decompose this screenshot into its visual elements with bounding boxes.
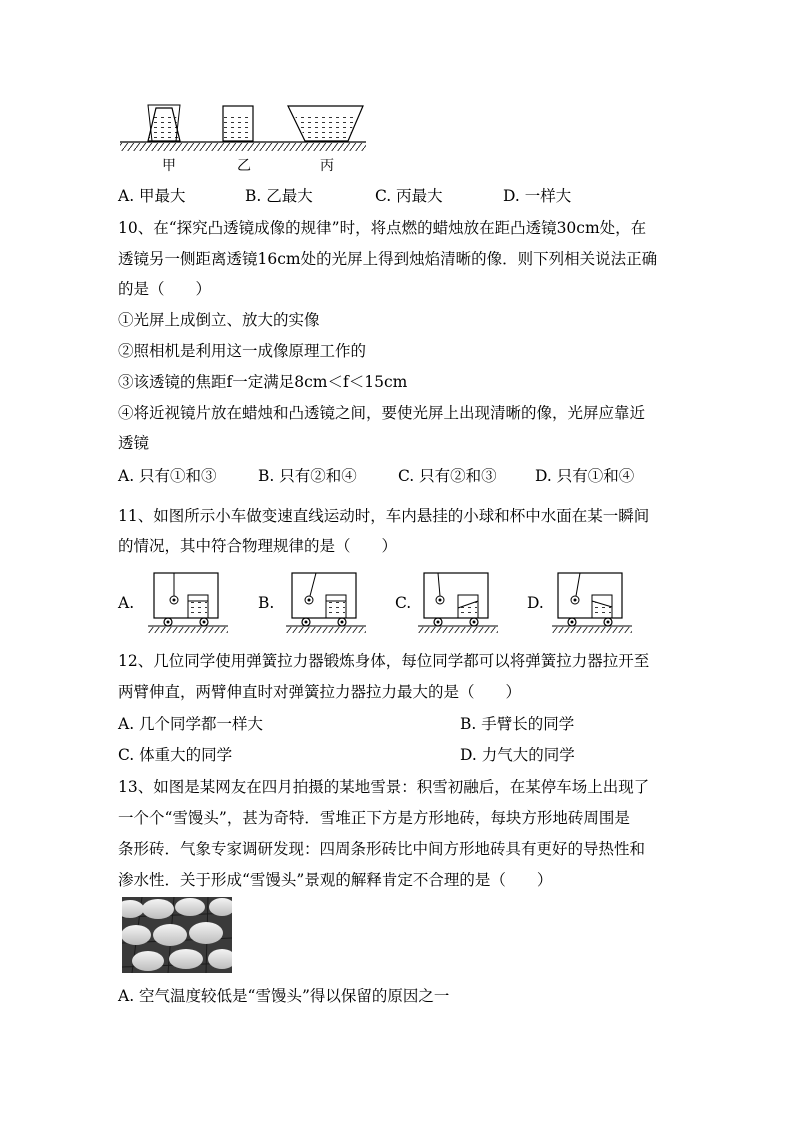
q12-line-1: 12、几位同学使用弹簧拉力器锻炼身体，每位同学都可以将弹簧拉力器拉开至 bbox=[118, 652, 650, 670]
q9-option-d: D. 一样大 bbox=[503, 187, 572, 205]
label-yi: 乙 bbox=[237, 158, 251, 174]
snow-mounds-photo bbox=[122, 897, 232, 973]
q11-line-2: 的情况，其中符合物理规律的是（ ） bbox=[118, 537, 398, 555]
q12-line-2: 两臂伸直，两臂伸直时对弹簧拉力器拉力最大的是（ ） bbox=[118, 683, 522, 701]
q12-option-c: C. 体重大的同学 bbox=[118, 746, 233, 764]
q10-line-2: 透镜另一侧距离透镜16cm处的光屏上得到烛焰清晰的像．则下列相关说法正确 bbox=[118, 250, 658, 268]
q11-label-b: B. bbox=[258, 594, 275, 612]
q10-statement-1: ①光屏上成倒立、放大的实像 bbox=[118, 311, 320, 329]
q10-option-d: D. 只有①和④ bbox=[535, 467, 635, 485]
q13-line-1: 13、如图是某网友在四月拍摄的某地雪景：积雪初融后，在某停车场上出现了 bbox=[118, 778, 650, 796]
q13-line-4: 渗水性．关于形成“雪馒头”景观的解释肯定不合理的是（ ） bbox=[118, 871, 553, 889]
cart-figure-c bbox=[418, 570, 508, 634]
cart-figure-b bbox=[286, 570, 376, 634]
q13-option-a: A. 空气温度较低是“雪馒头”得以保留的原因之一 bbox=[118, 987, 450, 1005]
q12-option-d: D. 力气大的同学 bbox=[460, 746, 575, 764]
q11-label-c: C. bbox=[395, 594, 412, 612]
q10-statement-4: ④将近视镜片放在蜡烛和凸透镜之间，要使光屏上出现清晰的像，光屏应靠近 bbox=[118, 404, 646, 422]
q10-line-3: 的是（ ） bbox=[118, 280, 212, 298]
q9-option-b: B. 乙最大 bbox=[245, 187, 313, 205]
q9-option-a: A. 甲最大 bbox=[118, 187, 186, 205]
q10-option-c: C. 只有②和③ bbox=[398, 467, 497, 485]
q13-line-3: 条形砖．气象专家调研发现：四周条形砖比中间方形地砖具有更好的导热性和 bbox=[118, 840, 646, 858]
q12-option-a: A. 几个同学都一样大 bbox=[118, 715, 264, 733]
q10-statement-4-cont: 透镜 bbox=[118, 434, 150, 452]
label-bing: 丙 bbox=[320, 158, 334, 174]
q13-line-2: 一个个“雪馒头”，甚为奇特．雪堆正下方是方形地砖，每块方形地砖周围是 bbox=[118, 809, 630, 827]
q11-label-a: A. bbox=[118, 594, 135, 612]
q10-option-a: A. 只有①和③ bbox=[118, 467, 217, 485]
q9-option-c: C. 丙最大 bbox=[375, 187, 443, 205]
cart-figure-d bbox=[552, 570, 642, 634]
q10-option-b: B. 只有②和④ bbox=[258, 467, 357, 485]
q10-statement-3: ③该透镜的焦距f一定满足8cm＜f＜15cm bbox=[118, 373, 408, 391]
q12-option-b: B. 手臂长的同学 bbox=[460, 715, 575, 733]
q11-label-d: D. bbox=[527, 594, 544, 612]
label-jia: 甲 bbox=[162, 158, 176, 174]
q10-line-1: 10、在“探究凸透镜成像的规律”时，将点燃的蜡烛放在距凸透镜30cm处，在 bbox=[118, 219, 647, 237]
q11-line-1: 11、如图所示小车做变速直线运动时，车内悬挂的小球和杯中水面在某一瞬间 bbox=[118, 507, 650, 525]
cart-figure-a bbox=[148, 570, 238, 634]
q10-statement-2: ②照相机是利用这一成像原理工作的 bbox=[118, 342, 367, 360]
container-figure bbox=[118, 100, 368, 175]
